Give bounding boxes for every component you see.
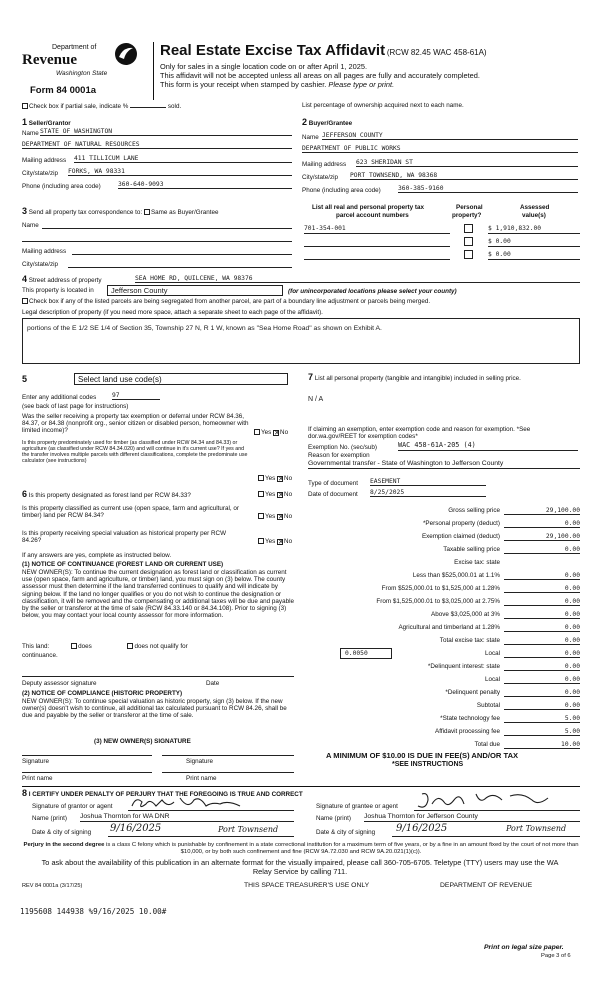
minimum-due-note: A MINIMUM OF $10.00 IS DUE IN FEE(S) AND/OR TAX [326, 751, 519, 760]
seller-num: 1 [22, 117, 28, 127]
section4-address-label: Street address of property [28, 277, 102, 284]
forest-yes-label: Yes [265, 491, 276, 498]
exempt-no-checkbox[interactable]: ✕ [274, 430, 280, 437]
owner-sig-label-1: Signature [22, 758, 49, 765]
tax-row-label: *Delinquent interest: state [427, 663, 500, 670]
tax-row-value[interactable]: 0.00 [504, 611, 580, 619]
timber-no-label: No [284, 475, 293, 482]
does-label: does [78, 643, 92, 650]
parcel-row-2-number[interactable] [304, 238, 450, 247]
page-number: Page 3 of 6 [541, 953, 571, 959]
buyer-num: 2 [302, 117, 308, 127]
tax-row-value[interactable]: 5.00 [504, 728, 580, 736]
tax-row-value[interactable]: 29,100.00 [504, 533, 580, 541]
deputy-sig-label: Deputy assessor signature [22, 680, 97, 687]
local-rate-box[interactable]: 0.0050 [340, 648, 392, 659]
does-not-label: does not qualify for [134, 643, 188, 650]
grantor-name-value[interactable]: Joshua Thornton for WA DNR [80, 813, 294, 822]
parcel-row-1-value[interactable]: $ 1,910,832.00 [488, 225, 580, 234]
see-instructions-note: *SEE INSTRUCTIONS [392, 761, 464, 768]
form-title-row [160, 42, 487, 59]
perjury-notice [22, 842, 580, 856]
tax-row-label: *State technology fee [440, 715, 500, 722]
located-in-label: This property is located in [22, 287, 94, 294]
section7-num: 7 [308, 372, 314, 382]
tax-row-label: Local [484, 650, 500, 657]
section8-num: 8 [22, 788, 28, 798]
forest-question: Is this property designated as forest land per RCW 84.33? [28, 492, 191, 499]
buyer-name-2[interactable]: DEPARTMENT OF PUBLIC WORKS [302, 145, 578, 153]
grantee-date-city-field[interactable] [392, 836, 580, 837]
footer-dept: DEPARTMENT OF REVENUE [440, 882, 533, 889]
buyer-phone[interactable]: 360-385-9160 [398, 185, 578, 193]
tax-row-label: From $1,525,000.01 to $3,025,000 at 2.75% [376, 598, 500, 605]
historic-yes-no [258, 538, 292, 545]
tax-row-value[interactable]: 5.00 [504, 715, 580, 723]
timber-yes-checkbox[interactable] [258, 475, 264, 481]
partial-sale-label: Check box if partial sale, indicate % [29, 103, 129, 110]
seller-city-label: City/state/zip [22, 170, 59, 177]
seller-phone-label: Phone (including area code) [22, 183, 101, 190]
grantor-signature-icon [128, 794, 248, 812]
tax-row-label: Subtotal [476, 702, 500, 709]
rev-number: REV 84 0001a (3/17/25) [22, 883, 83, 889]
owner-sig-label-2: Signature [186, 758, 213, 765]
parcel-row-3-personal-checkbox[interactable] [464, 250, 473, 259]
partial-sale-sold: sold. [167, 103, 182, 110]
notice2-text: NEW OWNER(S): To continue special valuation as historic property, sign (3) below. If the new owner(s) doesn't wish to continue, all additional tax calculated pursuant to RCW 84.26, shall be due and payable by the seller or transferor at the time of sale. [22, 698, 287, 720]
alt-format-notice: To ask about the availability of this publication in an alternate format for the visually impaired, please call 360-705-6705. Teletype (TTY) users may use the WA Relay Service by calling 711. [41, 858, 559, 876]
grantee-signature-icon [414, 790, 554, 812]
header-line1: Only for sales in a single location code on or after April 1, 2025. [160, 62, 368, 71]
section3-address-label: Mailing address [22, 248, 67, 255]
tax-row-label: Local [484, 676, 500, 683]
notice1-text: NEW OWNER(S): To continue the current designation as forest land or classification as current use (open space, farm and agriculture, or timber) land, you must sign on (3) below. The county assessor must then determine if the land transferred continues to qualify and will indicate by signing below. If the land no longer qualifies or you do not wish to continue the designation or classification, it will be removed and the compensating or additional taxes will be due and payable by the seller or transferor at the time of sale (RCW 84.33.140 or 84.34.108). Prior to signing (3) below, you may contact your local county assessor for more information. [22, 569, 294, 620]
tax-row-label: *Personal property (deduct) [422, 520, 500, 527]
legal-desc-box[interactable] [22, 318, 580, 364]
grantor-date-label: Date & city of signing [32, 829, 92, 836]
personal-property-value[interactable]: N / A [308, 396, 324, 403]
tax-row-label: Agricultural and timberland at 1.28% [398, 624, 500, 631]
doc-date-value[interactable]: 8/25/2025 [370, 489, 486, 497]
exempt-yes-label: Yes [261, 429, 272, 436]
owner-sig-line-2[interactable] [162, 755, 294, 756]
owner-print-label-2: Print name [186, 775, 217, 782]
land-use-select[interactable]: Select land use code(s) [74, 373, 288, 385]
form-title-ref: (RCW 82.45 WAC 458-61A) [386, 48, 487, 57]
seller-heading [22, 117, 71, 127]
tax-row-label: Taxable selling price [443, 546, 500, 553]
legal-paper-note: Print on legal size paper. [484, 944, 564, 951]
deputy-sig-line[interactable] [22, 676, 294, 677]
seller-address[interactable]: 411 TILLICUM LANE [74, 155, 292, 163]
grantee-name-label: Name (print) [316, 815, 351, 822]
section8-divider [22, 786, 580, 787]
does-not-checkbox[interactable] [127, 643, 133, 649]
deputy-date-label: Date [206, 680, 220, 687]
tax-row-label: Total due [474, 741, 500, 748]
current-use-yes-checkbox[interactable] [258, 513, 264, 519]
grantee-date-value: 9/16/2025 [396, 823, 448, 834]
doc-date-label: Date of document [308, 491, 358, 498]
value-col-head-2: value(s) [522, 212, 546, 219]
tax-row-label: Gross selling price [448, 507, 500, 514]
county-select[interactable]: Jefferson County [107, 285, 283, 296]
section3-heading [22, 206, 219, 216]
tax-row-value[interactable]: 0.00 [504, 546, 580, 554]
this-land-label: This land: [22, 643, 50, 650]
notice2-title: (2) NOTICE OF COMPLIANCE (HISTORIC PROPERTY) [22, 690, 183, 697]
buyer-name-label: Name [302, 134, 319, 141]
value-col-head-1: Assessed [520, 204, 550, 211]
tax-row-label: *Delinquent penalty [445, 689, 500, 696]
section3-num: 3 [22, 206, 28, 216]
segregated-label: Check box if any of the listed parcels are being segregated from another parcel, are part of a boundary line adjustment or parcels being merged. [29, 298, 431, 305]
current-use-yes-no [258, 513, 292, 520]
tax-row-label: From $525,000.01 to $1,525,000 at 1.28% [381, 585, 500, 592]
grantee-sig-label: Signature of grantee or agent [316, 803, 398, 810]
treasurer-use: THIS SPACE TREASURER'S USE ONLY [244, 882, 370, 889]
dor-logo [22, 42, 150, 100]
tax-row-value[interactable]: 29,100.00 [504, 507, 580, 515]
reason-label: Reason for exemption [308, 452, 370, 459]
exemption-claim-text: If claiming an exemption, enter exemption code and reason for exemption. *See dor.wa.gov/REET for exemption codes* [308, 426, 531, 441]
ownership-note: List percentage of ownership acquired next to each name. [302, 102, 464, 109]
tax-row-value[interactable]: 0.00 [504, 637, 580, 645]
timber-no-checkbox[interactable]: ✕ [278, 476, 284, 483]
exempt-question: Was the seller receiving a property tax exemption or deferral under RCW 84.36, 84.37, or 84.38 (nonprofit org., senior citizen or disabled person, homeowner with limited income)? [22, 413, 249, 435]
section3-address-field[interactable] [72, 254, 292, 255]
grantee-name-value[interactable]: Joshua Thornton for Jefferson County [364, 813, 580, 822]
section3-name-field-2[interactable] [22, 241, 292, 242]
additional-codes-label: Enter any additional codes [22, 394, 97, 401]
forest-no-label: No [284, 491, 293, 498]
seller-heading-label: Seller/Grantor [28, 120, 71, 127]
exemption-no-label: Exemption No. (sec/sub) [308, 444, 377, 451]
parcel-row-2-personal-checkbox[interactable] [464, 237, 473, 246]
current-use-yes-label: Yes [265, 513, 276, 520]
tax-row-value[interactable]: 0.00 [504, 689, 580, 697]
exempt-yes-checkbox[interactable] [254, 429, 260, 435]
logo-dept-line1: Department of [52, 44, 97, 51]
legal-desc-label: Legal description of property (if you need more space, attach a separate sheet to each page of the affidavit). [22, 309, 323, 316]
section5-num: 5 [22, 374, 28, 384]
this-land-row [22, 643, 188, 650]
tax-row-value[interactable]: 0.00 [504, 624, 580, 632]
section3-name-label: Name [22, 222, 39, 229]
tax-row-label: Affidavit processing fee [435, 728, 500, 735]
grantor-date-city-field[interactable] [108, 836, 294, 837]
historic-no-checkbox[interactable]: ✕ [278, 539, 284, 546]
timber-yes-label: Yes [265, 475, 276, 482]
timber-yes-no [258, 475, 292, 482]
buyer-address[interactable]: 623 SHERIDAN ST [356, 159, 578, 167]
grantor-city-value: Port Townsend [218, 825, 279, 834]
section3-text: Send all property tax correspondence to: [28, 209, 143, 216]
buyer-city[interactable]: PORT TOWNSEND, WA 98368 [350, 172, 578, 180]
buyer-phone-label: Phone (including area code) [302, 187, 381, 194]
historic-yes-label: Yes [265, 538, 276, 545]
seller-name-label: Name [22, 130, 39, 137]
owner-print-label-1: Print name [22, 775, 53, 782]
header-line3b: Please type or print. [328, 80, 395, 89]
tax-row-value[interactable]: 0.00 [504, 650, 580, 658]
parcel-row-2-value[interactable]: $ 0.00 [488, 238, 580, 247]
tax-row-value[interactable]: 0.00 [504, 520, 580, 528]
header-divider [153, 42, 154, 100]
wa-logo-icon [114, 42, 138, 66]
seller-phone[interactable]: 360-640-9093 [118, 181, 292, 189]
partial-sale-percent-field[interactable] [130, 102, 166, 108]
tax-row-label: Total excise tax: state [439, 637, 500, 644]
section6-num: 6 [22, 489, 28, 499]
partial-sale-checkbox[interactable] [22, 103, 28, 109]
parcel-row-1-number[interactable]: 701-354-001 [304, 225, 450, 234]
logo-washington-state: Washington State [56, 70, 108, 77]
new-owner-sig-title: (3) NEW OWNER(S) SIGNATURE [94, 738, 191, 745]
current-use-question: Is this property classified as current use (open space, farm and agricultural, or timber) land per RCW 84.34? [22, 505, 239, 520]
segregated-row [22, 298, 430, 305]
exemption-no-value[interactable]: WAC 458-61A-205 (4) [398, 442, 578, 451]
tax-row-label: Less than $525,000.01 at 1.1% [412, 572, 500, 579]
header-line3a: This form is your receipt when stamped by cashier. [160, 80, 329, 89]
doc-type-label: Type of document [308, 480, 359, 487]
historic-question: Is this property receiving special valuation as historical property per RCW 84.26? [22, 530, 227, 545]
grantor-name-label: Name (print) [32, 815, 67, 822]
grantor-date-value: 9/16/2025 [110, 823, 162, 834]
owner-print-line-1[interactable] [22, 772, 152, 773]
property-address[interactable]: SEA HOME RD, QUILCENE, WA 98376 [135, 275, 580, 283]
timber-question: Is this property predominately used for timber (as classified under RCW 84.34 and 84.33) or agriculture (as classified under RCW 84.34.020) and will continue in it's current use? If yes and the transfer involves multiple parcels with different classifications, complete the predominate use calculator (see instructions) [22, 440, 248, 465]
same-as-buyer-label: Same as Buyer/Grantee [150, 209, 219, 216]
form-title: Real Estate Excise Tax Affidavit [160, 42, 386, 59]
historic-no-label: No [284, 538, 293, 545]
buyer-heading [302, 117, 352, 127]
tax-row-value[interactable]: 0.00 [504, 598, 580, 606]
logo-revenue: Revenue [22, 52, 77, 68]
seller-city[interactable]: FORKS, WA 98331 [68, 168, 292, 176]
personal-col-head-2: property? [452, 212, 482, 219]
section7-text: List all personal property (tangible and intangible) included in selling price. [314, 375, 521, 382]
seller-name-1[interactable]: STATE OF WASHINGTON [40, 128, 292, 136]
reason-value[interactable]: Governmental transfer - State of Washington to Jefferson County [308, 460, 580, 469]
buyer-city-label: City/state/zip [302, 174, 339, 181]
parcel-row-3-number[interactable] [304, 251, 450, 260]
buyer-name-1[interactable]: JEFFERSON COUNTY [322, 132, 578, 140]
if-yes-note: If any answers are yes, complete as instructed below. [22, 552, 172, 559]
buyer-heading-label: Buyer/Grantee [308, 120, 353, 127]
continuance-label: continuance. [22, 652, 58, 659]
tax-row-value[interactable]: 0.00 [504, 585, 580, 593]
personal-col-head-1: Personal [456, 204, 483, 211]
perjury-notice-bold: Perjury in the second degree [23, 842, 105, 848]
header-line3 [160, 81, 394, 90]
cashier-stamp: 1195608 144938 %9/16/2025 10.00# [20, 907, 167, 916]
tax-table [308, 507, 580, 783]
buyer-address-label: Mailing address [302, 161, 347, 168]
partial-sale-row [22, 102, 181, 110]
forest-yes-no [258, 491, 292, 498]
section7-text-block [308, 372, 580, 382]
section3-city-field[interactable] [68, 267, 292, 268]
section4-address-row [22, 274, 102, 284]
additional-codes-field[interactable]: 97 [112, 392, 160, 400]
parcel-col-head-1: List all real and personal property tax [312, 204, 424, 211]
historic-yes-checkbox[interactable] [258, 538, 264, 544]
section4-num: 4 [22, 274, 28, 284]
exempt-no-label: No [280, 429, 289, 436]
owner-print-line-2[interactable] [162, 772, 294, 773]
parcel-row-3-value[interactable]: $ 0.00 [488, 251, 580, 260]
section3-city-label: City/state/zip [22, 261, 59, 268]
seller-address-label: Mailing address [22, 157, 67, 164]
tax-row-value[interactable]: 0.00 [504, 572, 580, 580]
parcel-row-1-personal-checkbox[interactable] [464, 224, 473, 233]
certify-text: I CERTIFY UNDER PENALTY OF PERJURY THAT THE FOREGOING IS TRUE AND CORRECT [28, 791, 303, 798]
forest-no-checkbox[interactable]: ✕ [278, 492, 284, 499]
tax-row-label: Exemption claimed (deduct) [421, 533, 500, 540]
see-back-note: (see back of last page for instructions) [22, 403, 129, 410]
notice1-title: (1) NOTICE OF CONTINUANCE (FOREST LAND OR CURRENT USE) [22, 561, 224, 568]
grantor-sig-label: Signature of grantor or agent [32, 803, 113, 810]
exempt-yes-no [254, 429, 288, 436]
legal-desc-text: portions of the E 1/2 SE 1/4 of Section 35, Township 27 N, R 1 W, known as "Sea Home Road" as shown on Exhibit A. [27, 325, 382, 332]
forest-question-row [22, 489, 191, 499]
doc-type-value[interactable]: EASEMENT [370, 478, 486, 486]
forest-yes-checkbox[interactable] [258, 491, 264, 497]
same-as-buyer-checkbox[interactable] [144, 209, 150, 215]
unincorporated-note: (for unincorporated locations please select your county) [288, 288, 457, 295]
tax-row-value[interactable]: 0.00 [504, 663, 580, 671]
tax-row-value[interactable]: 10.00 [504, 741, 580, 749]
tax-row-label: Above $3,025,000 at 3% [431, 611, 500, 618]
form-number: Form 84 0001a [30, 85, 97, 96]
perjury-notice-text: is a class C felony which is punishable by confinement in a state correctional institution for a maximum term of five years, or by a fine in an amount fixed by the court of not more than $10,000, or by both such confinement and fine (RCW 9A.72.030 and RCW 9A.20.021(1)(c)). [104, 842, 579, 855]
tax-row-label: Excise tax: state [454, 559, 500, 566]
owner-sig-line-1[interactable] [22, 755, 152, 756]
grantee-date-label: Date & city of signing [316, 829, 376, 836]
grantee-city-value: Port Townsend [506, 824, 567, 833]
parcel-col-head-2: parcel account numbers [336, 212, 409, 219]
current-use-no-checkbox[interactable]: ✕ [278, 514, 284, 521]
does-checkbox[interactable] [71, 643, 77, 649]
tax-row-value[interactable]: 0.00 [504, 676, 580, 684]
tax-row-value[interactable]: 0.00 [504, 702, 580, 710]
current-use-no-label: No [284, 513, 293, 520]
header-line2: This affidavit will not be accepted unless all areas on all pages are fully and accurately completed. [160, 71, 480, 80]
section3-name-field[interactable] [42, 228, 292, 229]
seller-name-2[interactable]: DEPARTMENT OF NATURAL RESOURCES [22, 141, 292, 149]
segregated-checkbox[interactable] [22, 298, 28, 304]
